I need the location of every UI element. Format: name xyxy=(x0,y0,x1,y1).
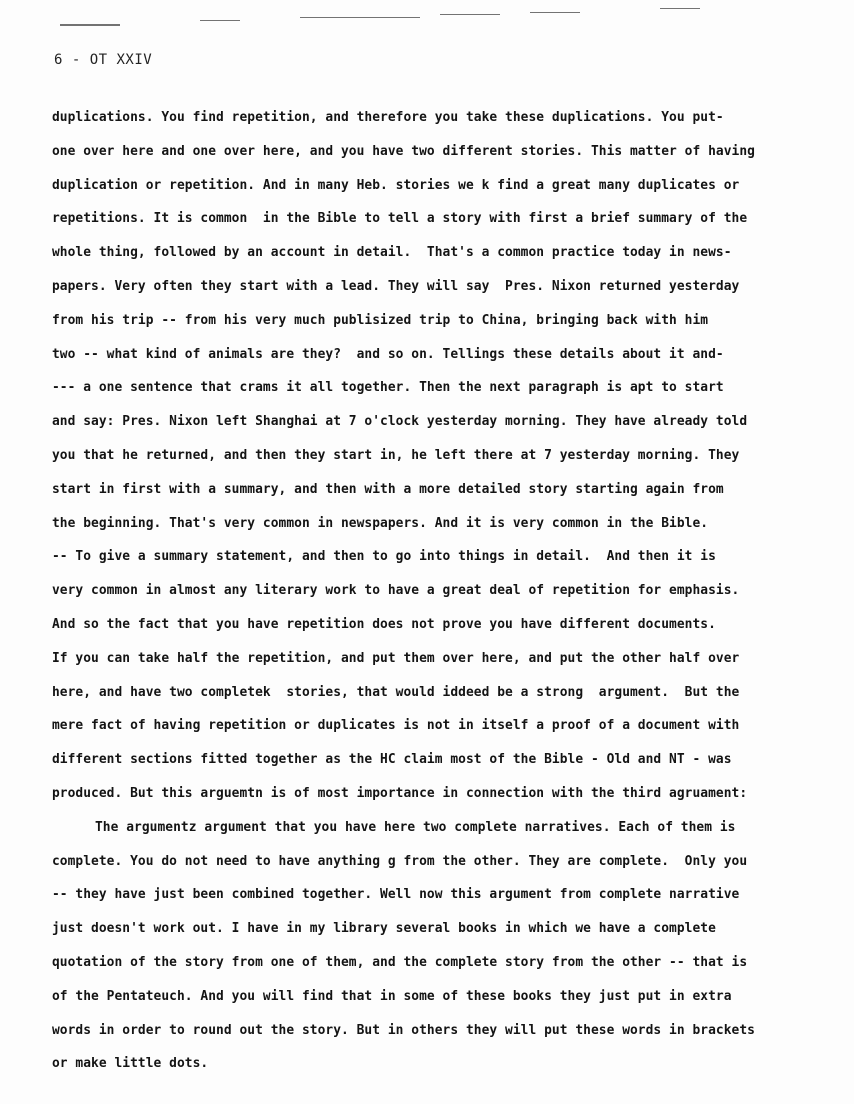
text-line: mere fact of having repetition or duplicates is not in itself a proof of a document with xyxy=(52,718,740,734)
text-line: complete. You do not need to have anything g from the other. They are complete. Only you xyxy=(52,853,748,869)
scan-artifact xyxy=(300,17,420,18)
text-line: one over here and one over here, and you have two different stories. This matter of having xyxy=(52,143,755,159)
text-line: the beginning. That's very common in newspapers. And it is very common in the Bible. xyxy=(52,515,709,531)
text-line: quotation of the story from one of them, and the complete story from the other -- that is xyxy=(52,954,748,970)
text-line: different sections fitted together as the HC claim most of the Bible - Old and NT - was xyxy=(52,752,732,768)
text-line: here, and have two completek stories, that would iddeed be a strong argument. But the xyxy=(52,684,740,700)
text-line: --- a one sentence that crams it all together. Then the next paragraph is apt to start xyxy=(52,380,724,396)
text-line: of the Pentateuch. And you will find that in some of these books they just put in extra xyxy=(52,988,732,1004)
text-line: -- To give a summary statement, and then to go into things in detail. And then it is xyxy=(52,549,716,565)
text-line: start in first with a summary, and then with a more detailed story starting again from xyxy=(52,481,724,497)
text-line: And so the fact that you have repetition does not prove you have different documents. xyxy=(52,616,716,632)
scan-artifact xyxy=(200,20,240,21)
scan-artifact xyxy=(660,8,700,9)
text-line: produced. But this arguemtn is of most importance in connection with the third agruament: xyxy=(52,785,748,801)
text-line: from his trip -- from his very much publisized trip to China, bringing back with him xyxy=(52,312,709,328)
text-line: duplications. You find repetition, and therefore you take these duplications. You put- xyxy=(52,110,724,125)
scan-artifact xyxy=(60,24,120,26)
text-line: very common in almost any literary work to have a great deal of repetition for emphasis. xyxy=(52,583,740,599)
text-line: two -- what kind of animals are they? and so on. Tellings these details about it and- xyxy=(52,346,724,362)
text-line: just doesn't work out. I have in my library several books in which we have a complete xyxy=(52,921,716,937)
text-line: and say: Pres. Nixon left Shanghai at 7 o'clock yesterday morning. They have already told xyxy=(52,414,748,430)
text-line: papers. Very often they start with a lead. They will say Pres. Nixon returned yesterday xyxy=(52,278,740,294)
text-line: you that he returned, and then they start in, he left there at 7 yesterday morning. They xyxy=(52,447,740,463)
text-line: -- they have just been combined together. Well now this argument from complete narrative xyxy=(52,887,740,903)
text-line: words in order to round out the story. But in others they will put these words in brackets xyxy=(52,1022,755,1038)
document-body xyxy=(52,101,822,1081)
scan-artifact xyxy=(440,14,500,15)
text-line: or make little dots. xyxy=(52,1056,209,1072)
text-line: duplication or repetition. And in many Heb. stories we k find a great many duplicates or xyxy=(52,177,740,193)
scan-artifact xyxy=(530,12,580,13)
text-line: repetitions. It is common in the Bible to tell a story with first a brief summary of the xyxy=(52,211,748,227)
text-line: If you can take half the repetition, and put them over here, and put the other half over xyxy=(52,650,740,666)
text-line: The argumentz argument that you have here two complete narratives. Each of them is xyxy=(95,819,736,835)
page-header: 6 - OT XXIV xyxy=(54,52,153,68)
text-line: whole thing, followed by an account in detail. That's a common practice today in news- xyxy=(52,245,732,261)
